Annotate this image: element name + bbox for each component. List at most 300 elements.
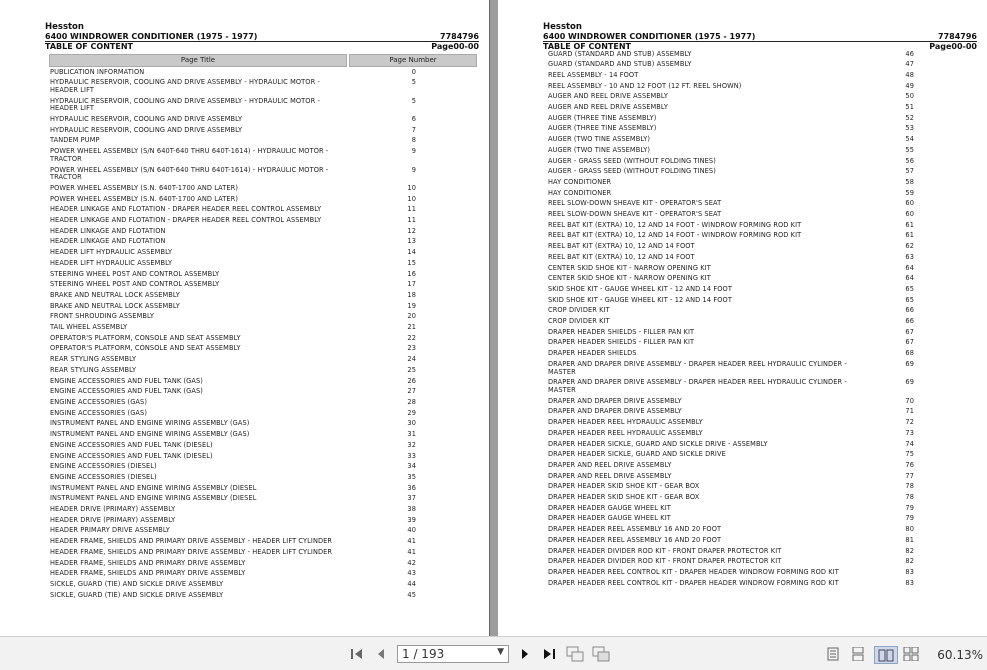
toc-row-title: DRAPER AND DRAPER DRIVE ASSEMBLY - DRAPER HEADER REEL HYDRAULIC CYLINDER - MASTER	[548, 378, 847, 394]
toc-row[interactable]	[50, 290, 420, 301]
toc-row-page: 62	[905, 242, 914, 251]
toc-row[interactable]	[50, 115, 420, 126]
toc-row-page: 60	[905, 199, 914, 208]
toc-row[interactable]	[548, 317, 918, 328]
toc-row[interactable]	[548, 60, 918, 71]
toc-row-page: 41	[407, 547, 416, 556]
toc-row-page: 83	[905, 578, 914, 587]
toc-row-page: 37	[407, 494, 416, 503]
toc-row-page: 23	[407, 344, 416, 353]
toc-row[interactable]	[50, 462, 420, 473]
toc-row[interactable]	[50, 216, 420, 227]
toc-row-page: 27	[407, 387, 416, 396]
toc-row[interactable]	[548, 156, 918, 167]
toc-row[interactable]	[548, 135, 918, 146]
toc-row-page: 81	[905, 535, 914, 544]
toc-row-title: REEL BAT KIT (EXTRA) 10, 12 AND 14 FOOT - WINDROW FORMING ROD KIT	[548, 220, 802, 229]
toc-row-title: HYDRAULIC RESERVOIR, COOLING AND DRIVE ASSEMBLY - HYDRAULIC MOTOR - HEADER LIFT	[50, 78, 320, 94]
toc-row-title: STEERING WHEEL POST AND CONTROL ASSEMBLY	[50, 269, 220, 278]
toc-row[interactable]	[548, 525, 918, 536]
toc-row[interactable]	[548, 349, 918, 360]
toc-row-title: DRAPER HEADER SHIELDS - FILLER PAN KIT	[548, 327, 695, 336]
toc-row[interactable]	[50, 483, 420, 494]
page-indicator: 1 / 193	[402, 647, 445, 661]
toc-row-title: INSTRUMENT PANEL AND ENGINE WIRING ASSEMBLY (DIESEL	[50, 494, 257, 503]
toc-row-title: CENTER SKID SHOE KIT - NARROW OPENING KIT	[548, 274, 711, 283]
toc-row-title: DRAPER HEADER GAUGE WHEEL KIT	[548, 503, 671, 512]
toc-row[interactable]	[50, 194, 420, 205]
toc-row[interactable]	[548, 567, 918, 578]
toc-row-title: REEL SLOW-DOWN SHEAVE KIT - OPERATOR'S SEAT	[548, 210, 722, 219]
toc-row-page: 10	[407, 183, 416, 192]
toc-row-title: POWER WHEEL ASSEMBLY (S/N 640T-640 THRU 640T-1614) - HYDRAULIC MOTOR - TRACTOR	[50, 165, 329, 182]
toc-row-page: 53	[905, 124, 914, 133]
toc-row-page: 13	[407, 237, 416, 246]
toc-row-page: 74	[905, 439, 914, 448]
toc-row-title: POWER WHEEL ASSEMBLY (S.N. 640T-1700 AND LATER)	[50, 194, 239, 203]
toc-row[interactable]	[548, 471, 918, 482]
toc-row-title: HEADER DRIVE (PRIMARY) ASSEMBLY	[50, 515, 176, 524]
toc-row-page: 39	[407, 515, 416, 524]
toc-row[interactable]	[50, 408, 420, 419]
toc-row[interactable]	[50, 515, 420, 526]
toc-row[interactable]	[548, 546, 918, 557]
part-number: 7784796	[938, 32, 977, 41]
toc-row-title: HYDRAULIC RESERVOIR, COOLING AND DRIVE ASSEMBLY - HYDRAULIC MOTOR - HEADER LIFT	[50, 96, 320, 113]
brand-name: Hesston	[45, 22, 84, 32]
toc-row[interactable]	[548, 210, 918, 221]
toc-row[interactable]	[548, 70, 918, 81]
toc-row-page: 51	[905, 103, 914, 112]
toc-row-page: 35	[407, 472, 416, 481]
toc-row-page: 64	[905, 263, 914, 272]
toc-row-page: 72	[905, 418, 914, 427]
page-ref: Page00-00	[431, 42, 479, 51]
toc-row[interactable]	[548, 263, 918, 274]
toc-row-page: 0	[411, 67, 416, 76]
toc-row-title: BRAKE AND NEUTRAL LOCK ASSEMBLY	[50, 301, 180, 310]
toc-row-page: 66	[905, 317, 914, 326]
toc-row-page: 22	[407, 333, 416, 342]
toc-row[interactable]	[548, 145, 918, 156]
toc-row[interactable]	[50, 165, 420, 183]
toc-row[interactable]	[50, 472, 420, 483]
toc-row-title: DRAPER HEADER REEL HYDRAULIC ASSEMBLY	[548, 428, 703, 437]
toc-row[interactable]	[548, 535, 918, 546]
toc-row[interactable]	[50, 269, 420, 280]
toc-row-title: TAIL WHEEL ASSEMBLY	[50, 323, 128, 332]
toc-row[interactable]	[50, 430, 420, 441]
toc-row-page: 78	[905, 493, 914, 502]
toc-row[interactable]	[548, 460, 918, 471]
toc-row[interactable]	[50, 136, 420, 147]
toc-row[interactable]	[50, 505, 420, 516]
toc-row[interactable]	[548, 557, 918, 568]
document-title: 6400 WINDROWER CONDITIONER (1975 - 1977)	[45, 32, 258, 41]
single-page-icon[interactable]	[824, 646, 842, 662]
toc-row-title: AUGER - GRASS SEED (WITHOUT FOLDING TINES)	[548, 167, 716, 176]
toc-row[interactable]	[548, 338, 918, 349]
toc-row[interactable]	[548, 359, 918, 377]
toc-row[interactable]	[548, 428, 918, 439]
toc-row[interactable]	[548, 49, 918, 60]
toc-row[interactable]	[50, 494, 420, 505]
toc-row[interactable]	[50, 365, 420, 376]
toc-row-title: AUGER - GRASS SEED (WITHOUT FOLDING TINES)	[548, 156, 716, 165]
toc-row-title: SKID SHOE KIT - GAUGE WHEEL KIT - 12 AND 14 FOOT	[548, 284, 732, 293]
toc-row[interactable]	[548, 124, 918, 135]
toc-row-page: 65	[905, 284, 914, 293]
toc-row-title: FRONT SHROUDING ASSEMBLY	[50, 312, 155, 321]
chevron-down-icon: ▼	[497, 647, 504, 657]
toc-row-page: 9	[411, 147, 416, 156]
toc-row[interactable]	[548, 167, 918, 178]
toc-row[interactable]	[548, 418, 918, 429]
toc-row-page: 11	[407, 205, 416, 214]
toc-row-title: DRAPER AND REEL DRIVE ASSEMBLY	[548, 471, 672, 480]
toc-row-page: 46	[905, 49, 914, 58]
toc-row-page: 69	[905, 378, 914, 387]
toc-row-title: HAY CONDITIONER	[548, 188, 612, 197]
toc-row[interactable]	[548, 578, 918, 589]
toc-row[interactable]	[548, 252, 918, 263]
page-ref: Page00-00	[929, 42, 977, 51]
toc-row-title: DRAPER HEADER SHIELDS	[548, 349, 637, 358]
toc-row-page: 6	[411, 115, 416, 124]
toc-row[interactable]	[548, 450, 918, 461]
toc-row[interactable]	[548, 439, 918, 450]
toc-row-page: 41	[407, 537, 416, 546]
toc-row-title: INSTRUMENT PANEL AND ENGINE WIRING ASSEMBLY (DIESEL	[50, 483, 257, 492]
toc-row[interactable]	[548, 220, 918, 231]
toc-row-title: ENGINE ACCESSORIES (DIESEL)	[50, 462, 157, 471]
two-page-continuous-icon[interactable]	[902, 646, 920, 662]
toc-row-page: 9	[411, 165, 416, 174]
toc-row[interactable]	[548, 242, 918, 253]
toc-row-page: 50	[905, 92, 914, 101]
toc-row[interactable]	[50, 376, 420, 387]
toc-row-title: CROP DIVIDER KIT	[548, 306, 610, 315]
toc-row[interactable]	[50, 78, 420, 96]
toc-row-page: 20	[407, 312, 416, 321]
toc-row-title: HEADER LINKAGE AND FLOTATION - DRAPER HEADER REEL CONTROL ASSEMBLY	[50, 216, 322, 225]
toc-row[interactable]	[50, 451, 420, 462]
toc-row[interactable]	[548, 103, 918, 114]
toc-row[interactable]	[548, 493, 918, 504]
pdf-page-left	[0, 0, 489, 636]
toc-row-page: 42	[407, 558, 416, 567]
toc-row-title: DRAPER HEADER DIVIDER ROD KIT - FRONT DRAPER PROTECTOR KIT	[548, 557, 782, 566]
toc-row-title: STEERING WHEEL POST AND CONTROL ASSEMBLY	[50, 280, 220, 289]
toc-row-title: DRAPER AND REEL DRIVE ASSEMBLY	[548, 460, 672, 469]
viewer-toolbar	[0, 636, 987, 670]
toc-row-page: 10	[407, 194, 416, 203]
toc-row-page: 82	[905, 557, 914, 566]
toc-row-page: 73	[905, 428, 914, 437]
toc-row[interactable]	[50, 547, 420, 558]
toc-row-page: 15	[407, 258, 416, 267]
toc-row-page: 61	[905, 231, 914, 240]
toc-row-title: ENGINE ACCESSORIES AND FUEL TANK (DIESEL)	[50, 451, 213, 460]
toc-row-page: 57	[905, 167, 914, 176]
toc-row[interactable]	[548, 274, 918, 285]
toc-row[interactable]	[50, 183, 420, 194]
fit-width-icon[interactable]	[592, 646, 610, 662]
toc-row-title: HEADER FRAME, SHIELDS AND PRIMARY DRIVE ASSEMBLY - HEADER LIFT CYLINDER	[50, 537, 333, 546]
toc-row-title: INSTRUMENT PANEL AND ENGINE WIRING ASSEMBLY (GAS)	[50, 419, 250, 428]
toc-row-page: 28	[407, 398, 416, 406]
toc-row-page: 59	[905, 188, 914, 197]
toc-row-page: 61	[905, 220, 914, 229]
toc-row-page: 34	[407, 462, 416, 471]
toc-row[interactable]	[548, 231, 918, 242]
toc-row-page: 12	[407, 226, 416, 235]
toc-row-title: HEADER FRAME, SHIELDS AND PRIMARY DRIVE ASSEMBLY	[50, 569, 246, 578]
toc-row-page: 60	[905, 210, 914, 219]
toc-list-right	[548, 49, 918, 589]
toc-row-title: HYDRAULIC RESERVOIR, COOLING AND DRIVE ASSEMBLY	[50, 125, 243, 134]
toc-row-page: 8	[411, 136, 416, 145]
toc-row[interactable]	[50, 312, 420, 323]
toc-row[interactable]	[50, 226, 420, 237]
toc-row-title: DRAPER HEADER SICKLE, GUARD AND SICKLE DRIVE - ASSEMBLY	[548, 439, 768, 448]
toc-row-title: DRAPER AND DRAPER DRIVE ASSEMBLY	[548, 396, 682, 405]
toc-row-page: 76	[905, 460, 914, 469]
toc-row[interactable]	[548, 327, 918, 338]
toc-row-page: 69	[905, 359, 914, 368]
toc-row-page: 80	[905, 525, 914, 534]
toc-row-page: 40	[407, 526, 416, 535]
toc-row-title: ENGINE ACCESSORIES (GAS)	[50, 398, 148, 406]
toc-row-title: HYDRAULIC RESERVOIR, COOLING AND DRIVE ASSEMBLY	[50, 115, 243, 124]
zoom-level[interactable]: 60.13%	[937, 648, 983, 662]
page-number-select[interactable]	[397, 645, 509, 663]
toc-row-page: 5	[411, 96, 416, 105]
toc-row[interactable]	[548, 503, 918, 514]
toc-row-title: HEADER LIFT HYDRAULIC ASSEMBLY	[50, 258, 173, 267]
toc-row[interactable]	[548, 177, 918, 188]
toc-row-title: HEADER LINKAGE AND FLOTATION	[50, 237, 166, 246]
toc-row[interactable]	[50, 440, 420, 451]
toc-row-page: 17	[407, 280, 416, 289]
toc-row[interactable]	[50, 355, 420, 366]
toc-row-page: 70	[905, 396, 914, 405]
toc-row-page: 67	[905, 338, 914, 347]
table-header	[49, 54, 477, 67]
toc-row-page: 65	[905, 295, 914, 304]
toc-row-title: DRAPER HEADER DIVIDER ROD KIT - FRONT DRAPER PROTECTOR KIT	[548, 546, 782, 555]
toc-row[interactable]	[50, 344, 420, 355]
toc-row-title: AUGER AND REEL DRIVE ASSEMBLY	[548, 92, 668, 101]
toc-row-page: 79	[905, 514, 914, 523]
section-title: TABLE OF CONTENT	[543, 42, 631, 51]
toc-row[interactable]	[548, 396, 918, 407]
toc-row[interactable]	[50, 205, 420, 216]
toc-row-title: GUARD (STANDARD AND STUB) ASSEMBLY	[548, 60, 692, 69]
toc-row-page: 16	[407, 269, 416, 278]
two-page-icon[interactable]	[874, 646, 898, 664]
toc-row-page: 30	[407, 419, 416, 428]
toc-row[interactable]	[548, 482, 918, 493]
toc-row-title: ENGINE ACCESSORIES AND FUEL TANK (DIESEL)	[50, 440, 213, 449]
toc-row[interactable]	[548, 407, 918, 418]
toc-row-page: 5	[411, 78, 416, 87]
part-number: 7784796	[440, 32, 479, 41]
toc-row[interactable]	[50, 579, 420, 590]
toc-row-page: 63	[905, 252, 914, 261]
toc-row-page: 52	[905, 113, 914, 122]
first-page-icon[interactable]	[348, 646, 366, 662]
toc-row-title: HEADER LINKAGE AND FLOTATION - DRAPER HEADER REEL CONTROL ASSEMBLY	[50, 205, 322, 214]
toc-row-page: 14	[407, 248, 416, 257]
toc-row[interactable]	[50, 558, 420, 569]
toc-row-title: HEADER FRAME, SHIELDS AND PRIMARY DRIVE ASSEMBLY	[50, 558, 246, 567]
toc-row-title: ENGINE ACCESSORIES AND FUEL TANK (GAS)	[50, 376, 203, 385]
page-header-right	[543, 22, 977, 51]
toc-row-title: OPERATOR'S PLATFORM, CONSOLE AND SEAT ASSEMBLY	[50, 333, 241, 342]
toc-row[interactable]	[50, 387, 420, 398]
toc-row-title: DRAPER HEADER REEL CONTROL KIT - DRAPER HEADER WINDROW FORMING ROD KIT	[548, 578, 839, 587]
toc-row-page: 33	[407, 451, 416, 460]
toc-row[interactable]	[50, 323, 420, 334]
toc-row-title: GUARD (STANDARD AND STUB) ASSEMBLY	[548, 49, 692, 58]
toc-row-page: 54	[905, 135, 914, 144]
toc-row-page: 55	[905, 145, 914, 154]
toc-row-title: DRAPER HEADER REEL CONTROL KIT - DRAPER HEADER WINDROW FORMING ROD KIT	[548, 567, 839, 576]
col-page-title: Page Title	[49, 54, 347, 67]
toc-row-page: 43	[407, 569, 416, 578]
section-title: TABLE OF CONTENT	[45, 42, 133, 51]
toc-row[interactable]	[50, 248, 420, 259]
toc-row-page: 29	[407, 408, 416, 417]
toc-row-title: DRAPER HEADER SICKLE, GUARD AND SICKLE DRIVE	[548, 450, 726, 459]
toc-row[interactable]	[50, 147, 420, 165]
toc-row-page: 24	[407, 355, 416, 364]
toc-row[interactable]	[50, 333, 420, 344]
toc-row[interactable]	[50, 398, 420, 409]
toc-row-title: HAY CONDITIONER	[548, 177, 612, 186]
toc-row-page: 11	[407, 216, 416, 225]
toc-row-title: OPERATOR'S PLATFORM, CONSOLE AND SEAT ASSEMBLY	[50, 344, 241, 353]
toc-row[interactable]	[548, 514, 918, 525]
toc-row-title: REAR STYLING ASSEMBLY	[50, 355, 137, 364]
toc-row-page: 36	[407, 483, 416, 492]
toc-row-title: INSTRUMENT PANEL AND ENGINE WIRING ASSEMBLY (GAS)	[50, 430, 250, 439]
toc-row[interactable]	[50, 67, 420, 78]
toc-row-title: ENGINE ACCESSORIES (GAS)	[50, 408, 148, 417]
toc-row-page: 38	[407, 505, 416, 514]
next-page-icon[interactable]	[516, 646, 534, 662]
toc-row-page: 47	[905, 60, 914, 69]
toc-row[interactable]	[548, 188, 918, 199]
toc-row[interactable]	[548, 199, 918, 210]
toc-row-title: AUGER (THREE TINE ASSEMBLY)	[548, 113, 657, 122]
toc-row-page: 82	[905, 546, 914, 555]
toc-row-page: 75	[905, 450, 914, 459]
continuous-icon[interactable]	[849, 646, 867, 662]
brand-name: Hesston	[543, 22, 582, 32]
toc-row-title: AUGER (THREE TINE ASSEMBLY)	[548, 124, 657, 133]
fit-page-icon[interactable]	[566, 646, 584, 662]
toc-row[interactable]	[50, 258, 420, 269]
toc-row-title: DRAPER HEADER GAUGE WHEEL KIT	[548, 514, 671, 523]
prev-page-icon[interactable]	[372, 646, 390, 662]
toc-row-page: 25	[407, 365, 416, 374]
toc-row-page: 45	[407, 590, 416, 599]
toc-row-page: 48	[905, 70, 914, 79]
toc-row-page: 71	[905, 407, 914, 416]
toc-row-title: SICKLE, GUARD (TIE) AND SICKLE DRIVE ASSEMBLY	[50, 590, 224, 599]
toc-row-title: DRAPER AND DRAPER DRIVE ASSEMBLY - DRAPER HEADER REEL HYDRAULIC CYLINDER - MASTER	[548, 359, 847, 376]
toc-row-page: 56	[905, 156, 914, 165]
toc-row[interactable]	[50, 526, 420, 537]
document-title: 6400 WINDROWER CONDITIONER (1975 - 1977)	[543, 32, 756, 41]
toc-row[interactable]	[50, 590, 420, 601]
toc-row[interactable]	[548, 378, 918, 396]
page-header	[45, 22, 479, 51]
toc-row-page: 83	[905, 567, 914, 576]
toc-row-title: HEADER PRIMARY DRIVE ASSEMBLY	[50, 526, 170, 535]
toc-row-title: BRAKE AND NEUTRAL LOCK ASSEMBLY	[50, 290, 180, 299]
toc-row-title: AUGER AND REEL DRIVE ASSEMBLY	[548, 103, 668, 112]
toc-row-title: SKID SHOE KIT - GAUGE WHEEL KIT - 12 AND 14 FOOT	[548, 295, 732, 304]
toc-row-title: DRAPER HEADER REEL ASSEMBLY 16 AND 20 FOOT	[548, 535, 722, 544]
toc-row-page: 21	[407, 323, 416, 332]
toc-row-page: 58	[905, 177, 914, 186]
toc-row[interactable]	[548, 113, 918, 124]
toc-row[interactable]	[548, 306, 918, 317]
toc-row-title: REEL BAT KIT (EXTRA) 10, 12 AND 14 FOOT	[548, 242, 695, 251]
toc-row[interactable]	[50, 96, 420, 114]
toc-row-page: 26	[407, 376, 416, 385]
toc-row-title: POWER WHEEL ASSEMBLY (S/N 640T-640 THRU 640T-1614) - HYDRAULIC MOTOR - TRACTOR	[50, 147, 329, 163]
toc-row-title: POWER WHEEL ASSEMBLY (S.N. 640T-1700 AND LATER)	[50, 183, 239, 192]
toc-row-page: 67	[905, 327, 914, 336]
toc-row-title: DRAPER HEADER REEL HYDRAULIC ASSEMBLY	[548, 418, 703, 427]
col-page-number: Page Number	[349, 54, 477, 67]
toc-row[interactable]	[548, 284, 918, 295]
toc-row-page: 19	[407, 301, 416, 310]
toc-row-title: AUGER (TWO TINE ASSEMBLY)	[548, 135, 651, 144]
toc-row[interactable]	[50, 537, 420, 548]
toc-row-page: 32	[407, 440, 416, 449]
toc-row-title: SICKLE, GUARD (TIE) AND SICKLE DRIVE ASSEMBLY	[50, 579, 224, 588]
toc-row[interactable]	[50, 237, 420, 248]
toc-row[interactable]	[50, 125, 420, 136]
toc-row[interactable]	[548, 92, 918, 103]
toc-row[interactable]	[50, 419, 420, 430]
toc-row-page: 79	[905, 503, 914, 512]
toc-row-title: TANDEM PUMP	[50, 136, 100, 145]
toc-row[interactable]	[50, 280, 420, 291]
toc-row-title: DRAPER AND DRAPER DRIVE ASSEMBLY	[548, 407, 682, 416]
toc-row-title: HEADER LIFT HYDRAULIC ASSEMBLY	[50, 248, 173, 257]
toc-row-page: 68	[905, 349, 914, 358]
toc-row[interactable]	[50, 569, 420, 580]
toc-row-title: DRAPER HEADER SKID SHOE KIT - GEAR BOX	[548, 482, 700, 491]
toc-row[interactable]	[548, 295, 918, 306]
toc-row[interactable]	[548, 81, 918, 92]
toc-row-page: 64	[905, 274, 914, 283]
toc-row-page: 77	[905, 471, 914, 480]
last-page-icon[interactable]	[540, 646, 558, 662]
toc-row[interactable]	[50, 301, 420, 312]
toc-row-page: 18	[407, 290, 416, 299]
toc-row-page: 66	[905, 306, 914, 315]
toc-row-title: PUBLICATION INFORMATION	[50, 67, 145, 76]
toc-list-left	[50, 67, 420, 601]
toc-row-title: AUGER (TWO TINE ASSEMBLY)	[548, 145, 651, 154]
